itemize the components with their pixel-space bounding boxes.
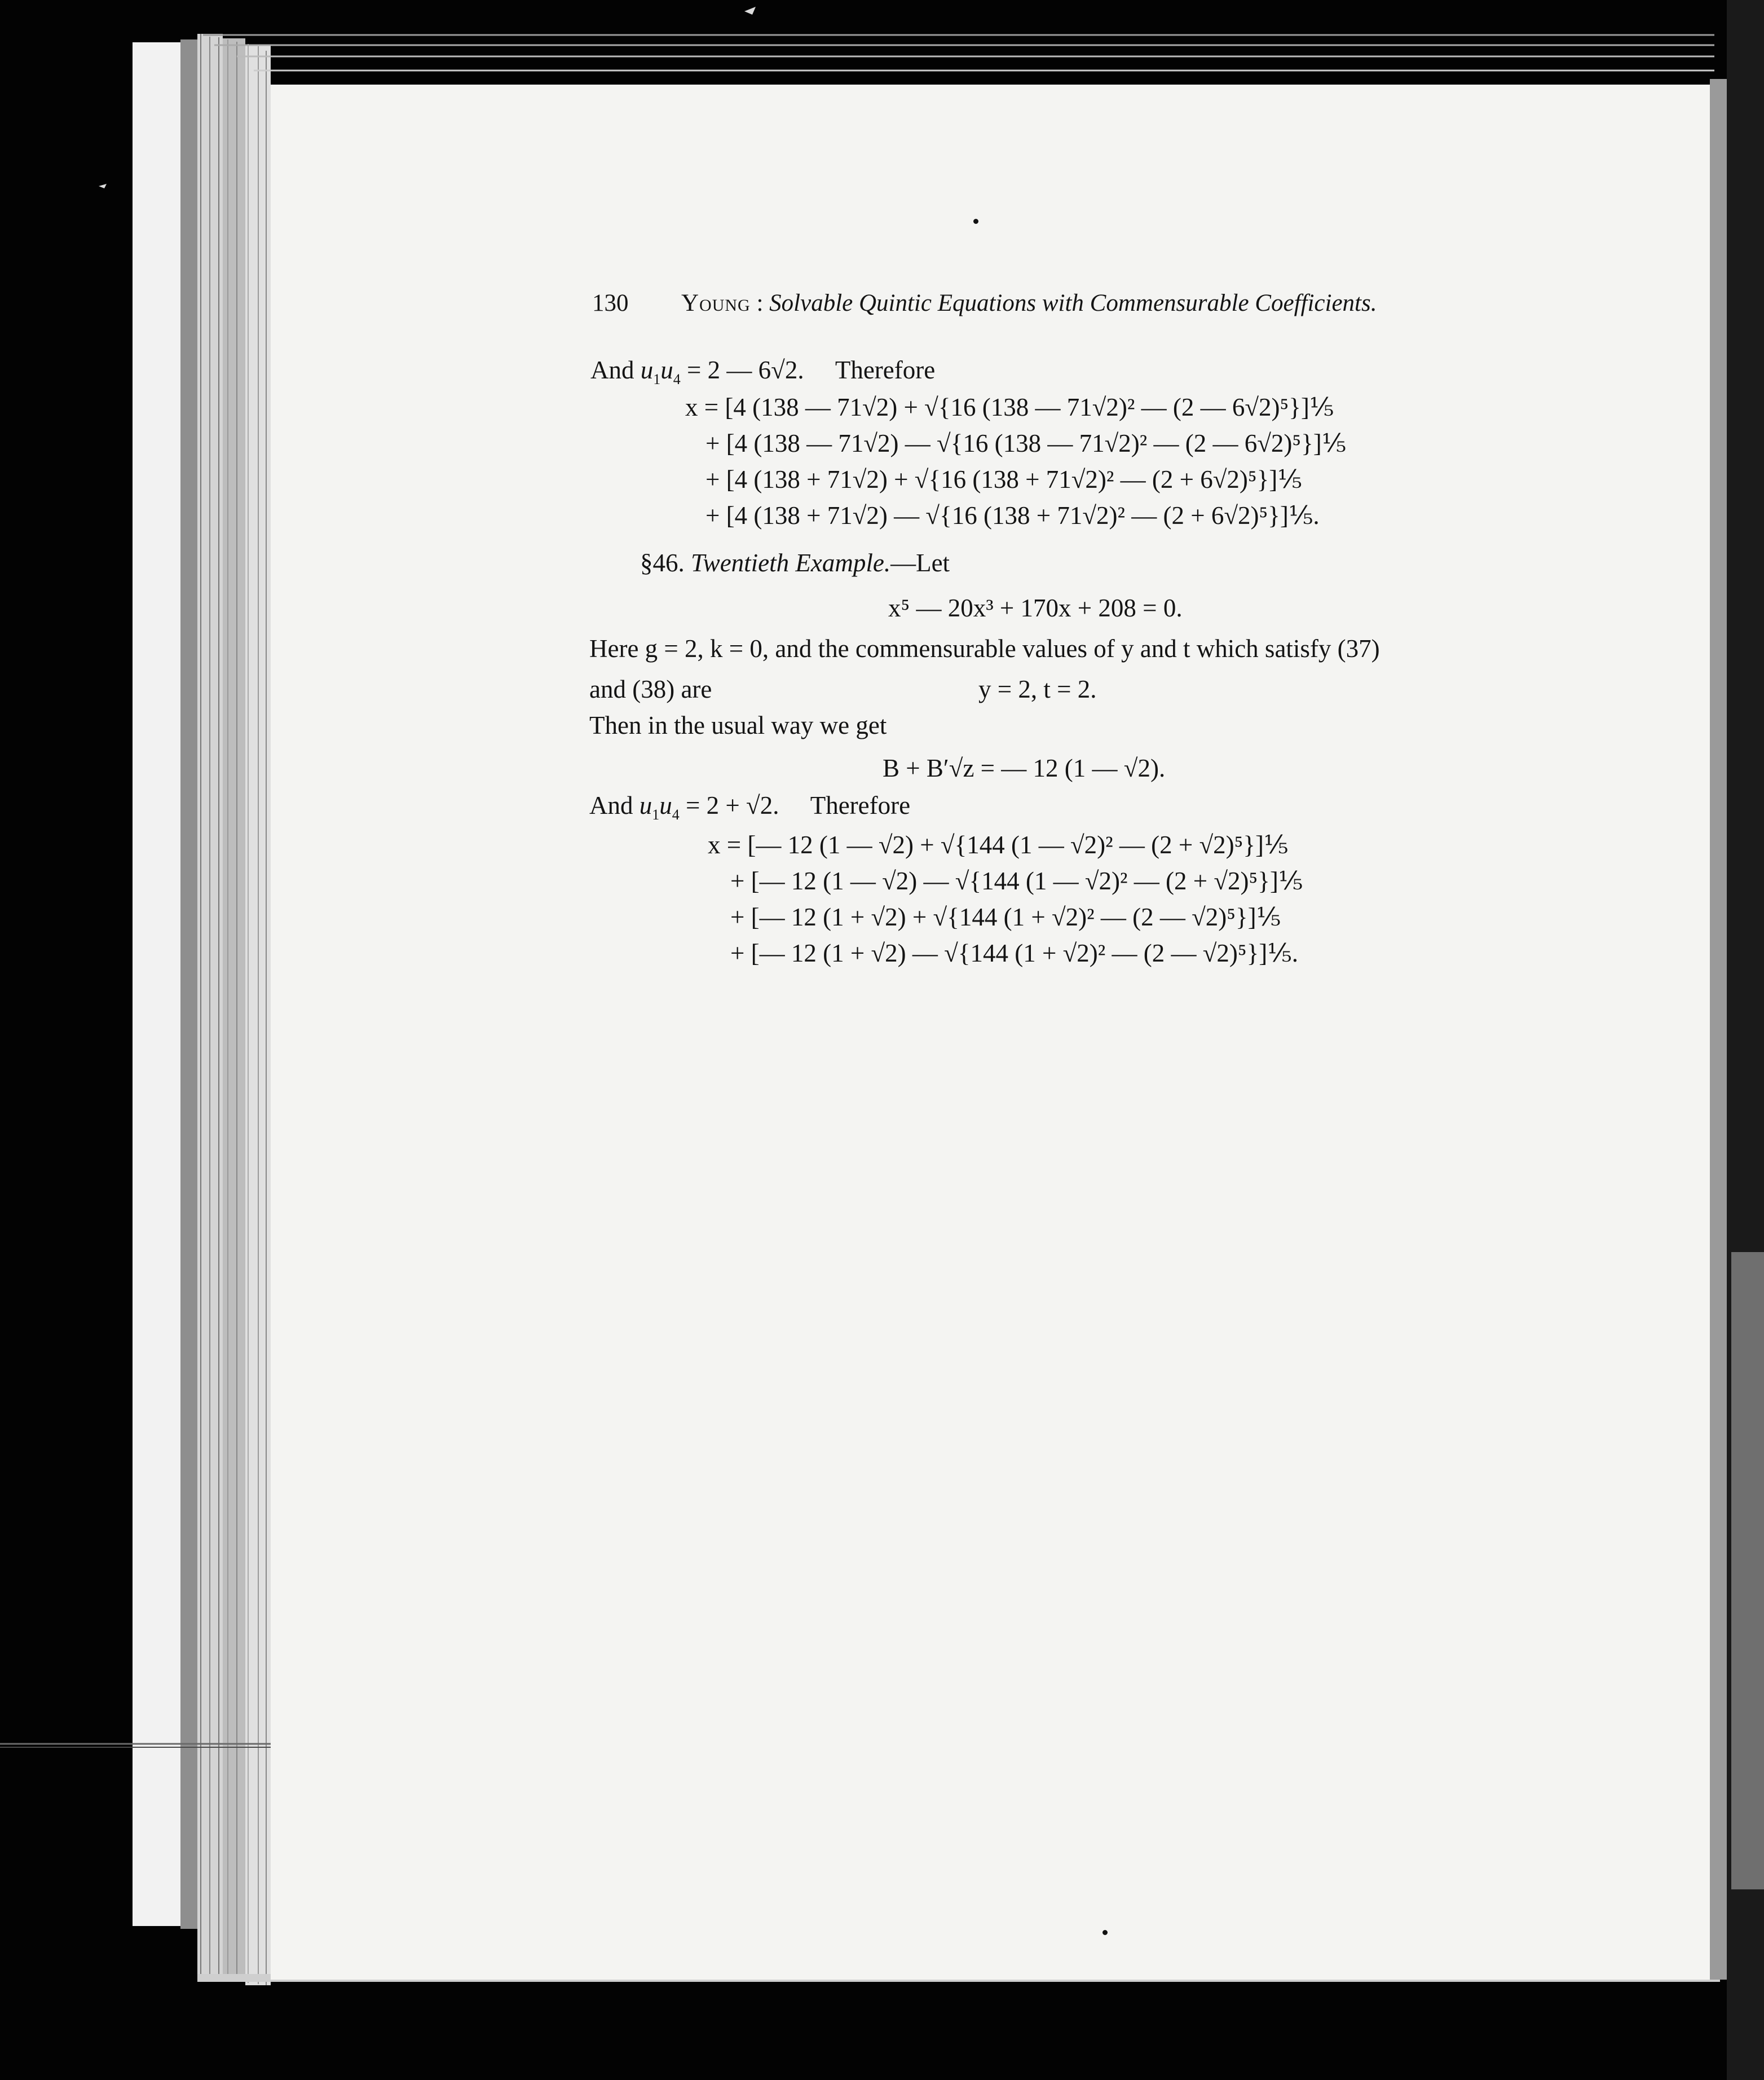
quintic-equation: x⁵ — 20x³ + 170x + 208 = 0. <box>888 594 1183 622</box>
page-number: 130 <box>592 290 629 316</box>
page-edge-shadow <box>1710 79 1727 1980</box>
solution-2-line-2: + [— 12 (1 — √2) — √{144 (1 — √2)² — (2 + √2)⁵}]⅕ <box>730 867 1303 895</box>
and-line-2: And $u_1u_4 = 2 + √2$. Therefore <box>589 791 911 823</box>
solution-1-line-1: x = [4 (138 — 71√2) + √{16 (138 — 71√2)² — (2 — 6√2)⁵}]⅕ <box>685 393 1334 421</box>
and-38-line: and (38) are <box>589 675 712 703</box>
section-title: Twentieth Example. <box>691 549 891 577</box>
running-header: 130 Young : Solvable Quintic Equations with Commensurable Coefficients. <box>592 290 1377 316</box>
author-name: Young <box>681 290 751 316</box>
ink-speck <box>1102 1930 1108 1935</box>
solution-1-line-2: + [4 (138 — 71√2) — √{16 (138 — 71√2)² — (2 — 6√2)⁵}]⅕ <box>705 429 1347 457</box>
article-title: Solvable Quintic Equations with Commensurable Coefficients. <box>769 290 1377 316</box>
section-heading: §46. Twentieth Example.—Let <box>640 549 950 577</box>
ink-speck <box>973 219 978 224</box>
page-sheet <box>271 85 1720 1980</box>
solution-1-line-4: + [4 (138 + 71√2) — √{16 (138 + 71√2)² — (2 + 6√2)⁵}]⅕. <box>705 501 1320 530</box>
solution-1-line-3: + [4 (138 + 71√2) + √{16 (138 + 71√2)² — (2 + 6√2)⁵}]⅕ <box>705 465 1302 493</box>
solution-2-line-1: x = [— 12 (1 — √2) + √{144 (1 — √2)² — (2 + √2)⁵}]⅕ <box>708 831 1289 859</box>
then-line: Then in the usual way we get <box>589 711 887 739</box>
y-t-values: y = 2, t = 2. <box>978 675 1097 703</box>
solution-2-line-3: + [— 12 (1 + √2) + √{144 (1 + √2)² — (2 — √2)⁵}]⅕ <box>730 903 1281 931</box>
b-equation: B + B′√z = — 12 (1 — √2). <box>883 754 1166 782</box>
right-margin-bar <box>1731 1252 1764 1889</box>
section-number: §46. <box>640 549 685 577</box>
solution-2-line-4: + [— 12 (1 + √2) — √{144 (1 + √2)² — (2 — √2)⁵}]⅕. <box>730 939 1299 967</box>
and-line-1: And $u_1u_4 = 2$ — 6√2. Therefore <box>590 356 936 387</box>
here-line: Here g = 2, k = 0, and the commensurable values of y and t which satisfy (37) <box>589 634 1380 663</box>
